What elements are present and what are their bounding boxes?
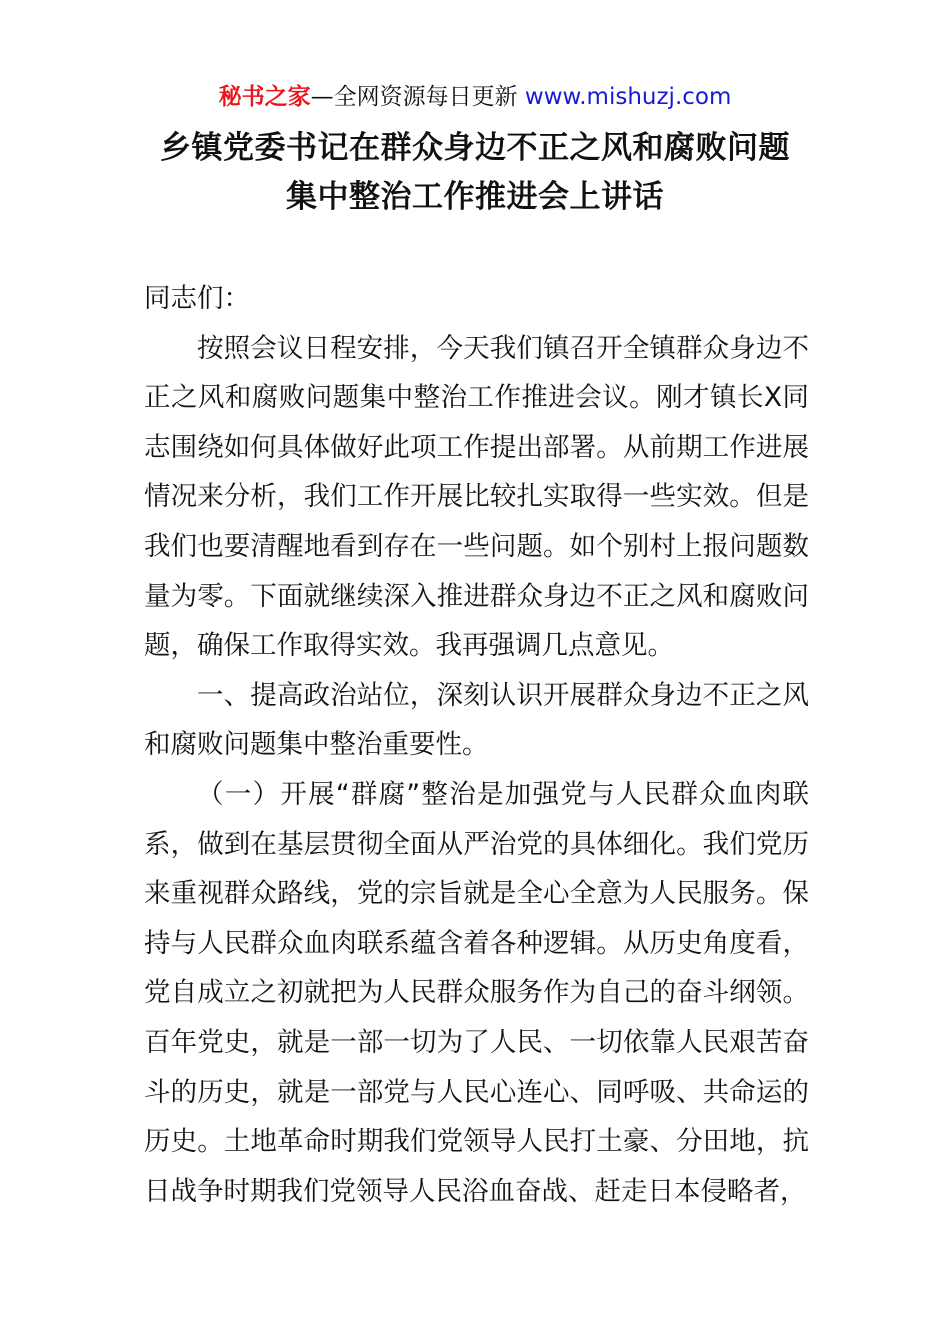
site-brand: 秘书之家	[218, 84, 311, 110]
document-title-line-1: 乡镇党委书记在群众身边不正之风和腐败问题	[160, 130, 790, 166]
section-heading-1: 一、提高政治站位，深刻认识开展群众身边不正之风和腐败问题集中整治重要性。	[144, 679, 809, 761]
body-paragraph-1-1: （一）开展“群腐”整治是加强党与人民群众血肉联系，做到在基层贯彻全面从严治党的具体细化。我们党历来重视群众路线，党的宗旨就是全心全意为人民服务。保持与人民群众血肉联系蕴含着各种逻辑。从历史角度看，党自成立之初就把为人民群众服务作为自己的奋斗纲领。百年党史，就是一部一切为了人民、一切依靠人民艰苦奋斗的历史，就是一部党与人民心连心、同呼吸、共命运的历史。土地革命时期我们党领导人民打土豪、分田地，抗日战争时期我们党领导人民浴血奋战、赶走日本侵略者，	[144, 778, 809, 1207]
site-header	[0, 80, 950, 114]
body-paragraph-intro: 按照会议日程安排，今天我们镇召开全镇群众身边不正之风和腐败问题集中整治工作推进会议。刚才镇长X同志围绕如何具体做好此项工作提出部署。从前期工作进展情况来分析，我们工作开展比较扎实取得一些实效。但是我们也要清醒地看到存在一些问题。如个别村上报问题数量为零。下面就继续深入推进群众身边不正之风和腐败问题，确保工作取得实效。我再强调几点意见。	[144, 332, 809, 662]
document-title-line-2: 集中整治工作推进会上讲话	[286, 179, 664, 215]
site-url-link[interactable]: www.mishuzj.com	[524, 84, 732, 110]
document-title	[0, 124, 950, 222]
site-tagline: —全网资源每日更新	[310, 84, 525, 110]
document-body	[144, 274, 809, 1216]
salutation: 同志们：	[144, 283, 250, 314]
